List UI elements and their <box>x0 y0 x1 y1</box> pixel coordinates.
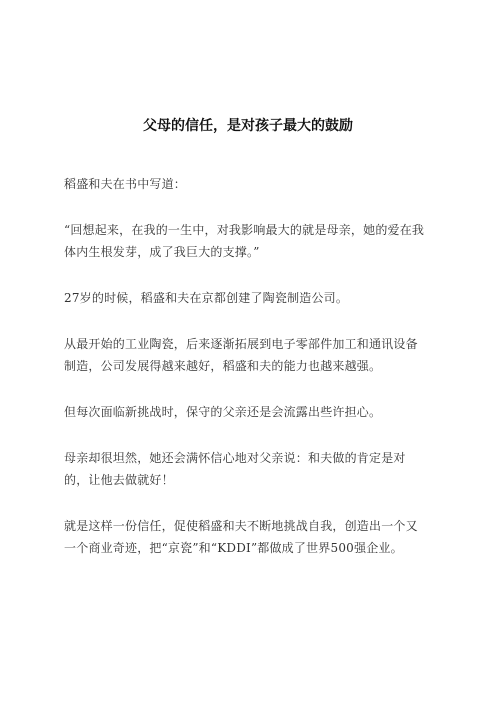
paragraph-company-founding: 27岁的时候，稻盛和夫在京都创建了陶瓷制造公司。 <box>64 291 349 305</box>
paragraph-intro: 稻盛和夫在书中写道： <box>64 177 187 191</box>
paragraph-mother-trust: 母亲却很坦然，她还会满怀信心地对父亲说：和夫做的肯定是对的，让他去做就好！ <box>64 451 406 487</box>
paragraph-conclusion: 就是这样一份信任，促使稻盛和夫不断地挑战自我，创造出一个又一个商业奇迹，把“京瓷”和“KDDI”都做成了世界500强企业。 <box>64 519 418 555</box>
paragraph-father-worry: 但每次面临新挑战时，保守的父亲还是会流露出些许担心。 <box>64 405 382 419</box>
paragraph-company-growth: 从最开始的工业陶瓷，后来逐渐拓展到电子零部件加工和通讯设备制造，公司发展得越来越好，稻盛和夫的能力也越来越强。 <box>64 337 418 373</box>
paragraph-quote: “回想起来，在我的一生中，对我影响最大的就是母亲，她的爱在我体内生根发芽，成了我巨大的支撑。” <box>64 223 425 259</box>
document-title: 父母的信任，是对孩子最大的鼓励 <box>143 118 353 134</box>
